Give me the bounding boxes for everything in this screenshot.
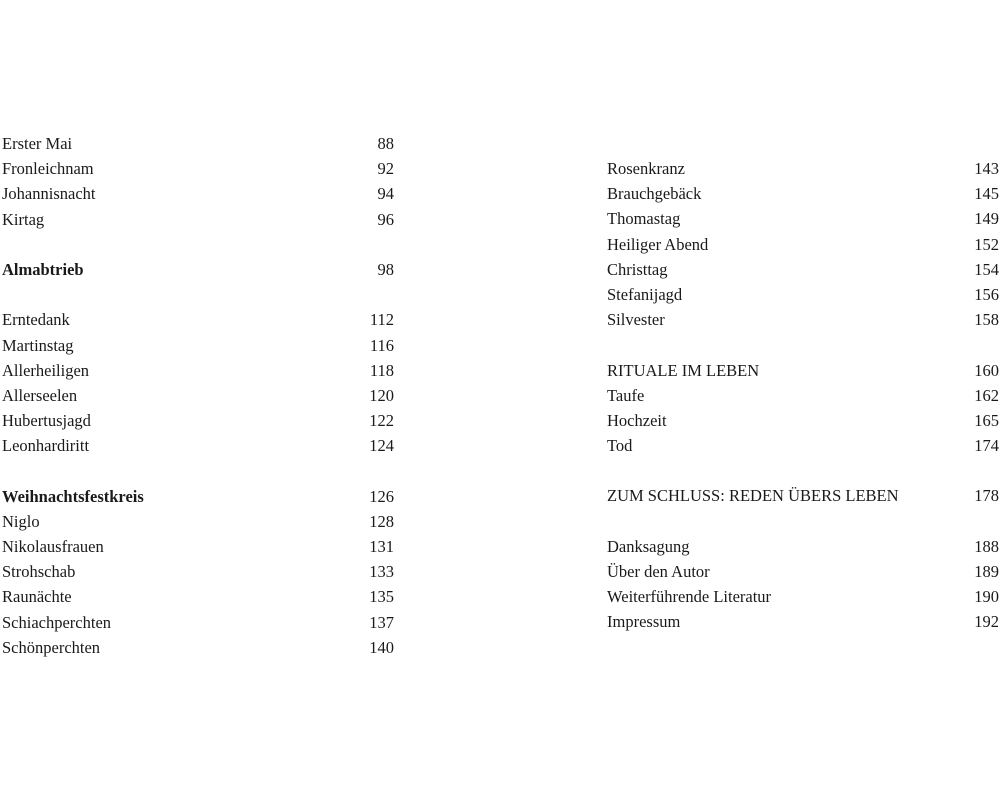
toc-entry-page-number: 188	[974, 536, 999, 556]
toc-entry-taufe	[607, 383, 999, 408]
toc-entry-strohschab	[2, 559, 394, 584]
toc-entry-allerseelen	[2, 383, 394, 408]
toc-entry-title: Taufe	[607, 385, 645, 405]
toc-entry-title: Stefanijagd	[607, 284, 683, 304]
toc-entry-title: Schönperchten	[2, 637, 101, 657]
toc-entry-heiliger-abend	[607, 232, 999, 257]
toc-entry-title: Impressum	[607, 612, 681, 632]
toc-entry-page-number: 189	[974, 562, 999, 581]
toc-entry-title: Weiterführende Literatur	[607, 587, 772, 607]
toc-entry-weiterfuehrende-literatur	[607, 584, 999, 609]
toc-entry-title: ZUM SCHLUSS: REDEN ÜBERS LEBEN	[607, 486, 899, 506]
toc-entry-page-number: 94	[377, 184, 394, 204]
toc-entry-johannisnacht	[2, 181, 394, 206]
toc-entry-rituale-im-leben	[607, 358, 999, 383]
toc-entry-title: Rosenkranz	[607, 159, 685, 178]
toc-entry-ueber-den-autor	[607, 559, 999, 584]
toc-entry-schoenperchten	[2, 635, 394, 660]
toc-entry-zum-schluss-reden-uebers-leben	[607, 483, 999, 508]
toc-entry-title: Niglo	[2, 511, 40, 531]
toc-entry-leonhardiritt	[2, 433, 394, 458]
toc-entry-almabtrieb	[2, 257, 394, 282]
toc-entry-page-number: 174	[974, 436, 999, 456]
toc-entry-title: Strohschab	[2, 562, 76, 582]
toc-entry-title: Heiliger Abend	[607, 234, 709, 254]
toc-spacer	[607, 332, 999, 357]
toc-entry-weihnachtsfestkreis	[2, 484, 394, 509]
toc-entry-title: Erntedank	[2, 310, 70, 330]
toc-entry-thomastag	[607, 206, 999, 231]
toc-entry-page-number: 192	[974, 612, 999, 632]
toc-entry-title: Kirtag	[2, 209, 45, 229]
toc-entry-hubertusjagd	[2, 408, 394, 433]
toc-entry-page-number: 162	[974, 385, 999, 405]
toc-entry-fronleichnam	[2, 156, 394, 181]
toc-entry-page-number: 178	[974, 486, 999, 506]
toc-entry-page-number: 143	[974, 159, 999, 178]
toc-entry-title: Schiachperchten	[2, 612, 112, 632]
toc-entry-martinstag	[2, 333, 394, 358]
toc-entry-page-number: 165	[974, 410, 999, 430]
toc-entry-nikolausfrauen	[2, 534, 394, 559]
toc-entry-page-number: 145	[974, 184, 999, 204]
toc-entry-title: Christtag	[607, 259, 668, 279]
toc-entry-niglo	[2, 509, 394, 534]
toc-column-left	[2, 131, 394, 660]
toc-entry-page-number: 126	[369, 486, 394, 506]
toc-entry-title: Allerseelen	[2, 385, 78, 405]
toc-entry-title: Raunächte	[2, 587, 72, 607]
toc-entry-erster-mai	[2, 131, 394, 156]
toc-entry-impressum	[607, 609, 999, 634]
toc-entry-page-number: 160	[974, 360, 999, 380]
toc-entry-danksagung	[607, 534, 999, 559]
toc-entry-page-number: 156	[974, 284, 999, 304]
toc-entry-title: Martinstag	[2, 335, 74, 355]
toc-entry-title: Johannisnacht	[2, 184, 96, 204]
toc-entry-page-number: 154	[974, 259, 999, 279]
toc-entry-page-number: 92	[377, 159, 394, 179]
toc-entry-page-number: 140	[369, 637, 394, 657]
toc-entry-title: Allerheiligen	[2, 360, 90, 380]
toc-entry-tod	[607, 433, 999, 458]
toc-entry-title: Über den Autor	[607, 562, 710, 581]
toc-entry-brauchgebaeck	[607, 181, 999, 206]
toc-spacer	[2, 282, 394, 307]
toc-entry-title: Fronleichnam	[2, 159, 94, 179]
toc-entry-page-number: 96	[377, 209, 394, 229]
toc-entry-page-number: 158	[974, 310, 999, 330]
toc-entry-page-number: 149	[974, 209, 999, 229]
toc-entry-title: Brauchgebäck	[607, 184, 702, 204]
toc-entry-title: Hubertusjagd	[2, 411, 91, 431]
toc-entry-title: Leonhardiritt	[2, 436, 90, 456]
toc-entry-stefanijagd	[607, 282, 999, 307]
toc-entry-rosenkranz	[607, 156, 999, 181]
toc-entry-page-number: 112	[369, 310, 394, 330]
toc-spacer	[2, 458, 394, 483]
toc-entry-page-number: 116	[369, 335, 394, 355]
toc-entry-page-number: 124	[369, 436, 394, 456]
toc-entry-title: Nikolausfrauen	[2, 537, 104, 556]
toc-entry-schiachperchten	[2, 610, 394, 635]
toc-entry-page-number: 122	[369, 411, 394, 431]
toc-entry-page-number: 152	[974, 234, 999, 254]
toc-entry-christtag	[607, 257, 999, 282]
toc-entry-page-number: 88	[377, 134, 394, 153]
toc-entry-title: Thomastag	[607, 209, 681, 229]
toc-entry-title: Erster Mai	[2, 134, 73, 153]
toc-entry-title: Almabtrieb	[2, 259, 84, 279]
toc-entry-title: Danksagung	[607, 536, 690, 556]
toc-entry-title: Tod	[607, 436, 633, 456]
toc-entry-hochzeit	[607, 408, 999, 433]
toc-entry-page-number: 120	[369, 385, 394, 405]
toc-entry-title: Silvester	[607, 310, 665, 330]
toc-entry-silvester	[607, 307, 999, 332]
toc-entry-page-number: 131	[369, 537, 394, 556]
toc-spacer	[607, 509, 999, 534]
toc-entry-raunaechte	[2, 584, 394, 609]
toc-column-right	[607, 156, 999, 635]
toc-entry-kirtag	[2, 207, 394, 232]
toc-entry-page-number: 128	[369, 511, 394, 531]
toc-entry-erntedank	[2, 307, 394, 332]
toc-spacer	[607, 458, 999, 483]
toc-entry-page-number: 135	[369, 587, 394, 607]
toc-entry-page-number: 137	[369, 612, 394, 632]
toc-entry-allerheiligen	[2, 358, 394, 383]
toc-spacer	[2, 232, 394, 257]
toc-entry-title: Weihnachtsfestkreis	[2, 486, 144, 506]
toc-entry-page-number: 190	[974, 587, 999, 607]
toc-entry-title: RITUALE IM LEBEN	[607, 360, 760, 380]
toc-entry-page-number: 133	[369, 562, 394, 582]
toc-entry-title: Hochzeit	[607, 410, 667, 430]
toc-entry-page-number: 118	[369, 360, 394, 380]
toc-entry-page-number: 98	[377, 259, 394, 279]
